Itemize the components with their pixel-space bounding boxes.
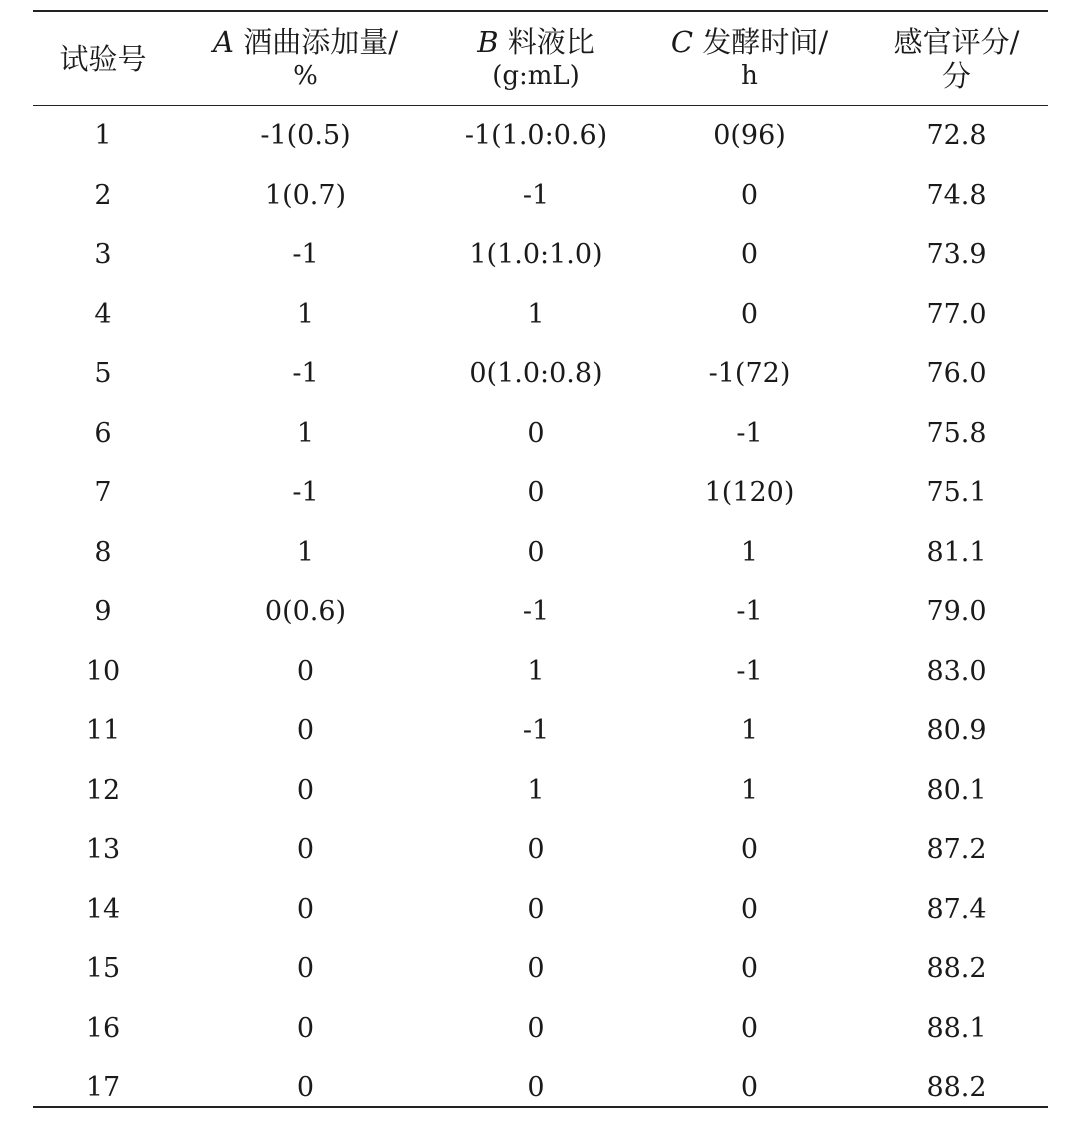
cell-score: 88.2 bbox=[926, 953, 987, 985]
table-body bbox=[33, 106, 1048, 1118]
table-row bbox=[33, 225, 1048, 285]
cell-trial-no: 5 bbox=[94, 358, 112, 390]
cell-time: 0(96) bbox=[713, 120, 786, 152]
header-sensory-score: 感官评分/ 分 bbox=[893, 24, 1020, 93]
table-row bbox=[33, 404, 1048, 464]
cell-yeast-amount: 1 bbox=[296, 417, 315, 449]
cell-trial-no: 16 bbox=[85, 1012, 121, 1044]
cell-yeast-amount: -1 bbox=[292, 239, 319, 271]
cell-trial-no: 17 bbox=[85, 1072, 121, 1104]
table-row bbox=[33, 463, 1048, 523]
experiment-table bbox=[33, 10, 1048, 1118]
table-row bbox=[33, 761, 1048, 821]
cell-trial-no: 11 bbox=[85, 715, 121, 747]
cell-ratio: 1 bbox=[527, 655, 545, 687]
cell-yeast-amount: 1 bbox=[296, 536, 315, 568]
cell-score: 88.1 bbox=[926, 1012, 987, 1044]
cell-time: 1 bbox=[740, 774, 759, 806]
cell-time: 0 bbox=[740, 179, 759, 211]
cell-trial-no: 6 bbox=[94, 417, 112, 449]
cell-score: 79.0 bbox=[926, 596, 987, 628]
cell-time: 1(120) bbox=[704, 477, 795, 509]
table-row bbox=[33, 820, 1048, 880]
cell-ratio: 1(1.0:1.0) bbox=[469, 239, 603, 271]
cell-yeast-amount: 1(0.7) bbox=[264, 179, 347, 211]
cell-trial-no: 13 bbox=[85, 834, 121, 866]
table-header bbox=[33, 12, 1048, 105]
cell-yeast-amount: 0 bbox=[296, 834, 315, 866]
cell-score: 76.0 bbox=[926, 358, 987, 390]
cell-time: -1(72) bbox=[708, 358, 791, 390]
table-row bbox=[33, 166, 1048, 226]
table-row bbox=[33, 582, 1048, 642]
table-row bbox=[33, 939, 1048, 999]
cell-yeast-amount: -1(0.5) bbox=[260, 120, 351, 152]
cell-time: -1 bbox=[736, 655, 763, 687]
cell-trial-no: 2 bbox=[94, 179, 112, 211]
header-yeast-amount: A 酒曲添加量/ % bbox=[213, 24, 398, 91]
cell-score: 80.1 bbox=[926, 774, 987, 806]
cell-score: 75.8 bbox=[926, 417, 987, 449]
table-row bbox=[33, 523, 1048, 583]
header-trial-no: 试验号 bbox=[59, 41, 147, 76]
cell-score: 80.9 bbox=[926, 715, 987, 747]
cell-yeast-amount: 0 bbox=[296, 1072, 315, 1104]
header-fermentation-time: C 发酵时间/ h bbox=[670, 24, 829, 91]
cell-ratio: 0 bbox=[527, 1012, 545, 1044]
cell-ratio: 1 bbox=[527, 298, 545, 330]
cell-score: 83.0 bbox=[926, 655, 987, 687]
cell-trial-no: 4 bbox=[94, 298, 112, 330]
cell-trial-no: 12 bbox=[85, 774, 121, 806]
cell-score: 81.1 bbox=[926, 536, 987, 568]
cell-ratio: -1(1.0:0.6) bbox=[464, 120, 608, 152]
cell-trial-no: 15 bbox=[85, 953, 121, 985]
header-solid-liquid-ratio: B 料液比 (g:mL) bbox=[477, 24, 595, 91]
cell-time: 1 bbox=[740, 536, 759, 568]
cell-score: 88.2 bbox=[926, 1072, 987, 1104]
cell-time: 0 bbox=[740, 239, 759, 271]
table-row bbox=[33, 999, 1048, 1059]
cell-ratio: -1 bbox=[522, 179, 550, 211]
cell-score: 74.8 bbox=[926, 179, 987, 211]
cell-trial-no: 10 bbox=[85, 655, 121, 687]
cell-yeast-amount: 0 bbox=[296, 953, 315, 985]
cell-time: 0 bbox=[740, 834, 759, 866]
bottom-rule bbox=[33, 1106, 1048, 1108]
cell-time: 0 bbox=[740, 1012, 759, 1044]
cell-yeast-amount: 0(0.6) bbox=[264, 596, 347, 628]
cell-ratio: 0 bbox=[527, 417, 545, 449]
cell-time: 0 bbox=[740, 298, 759, 330]
cell-time: -1 bbox=[736, 417, 763, 449]
cell-yeast-amount: 0 bbox=[296, 1012, 315, 1044]
table-row bbox=[33, 344, 1048, 404]
cell-time: 0 bbox=[740, 893, 759, 925]
cell-trial-no: 3 bbox=[94, 239, 112, 271]
cell-yeast-amount: 0 bbox=[296, 655, 315, 687]
cell-score: 75.1 bbox=[926, 477, 987, 509]
cell-trial-no: 9 bbox=[94, 596, 112, 628]
cell-time: 0 bbox=[740, 953, 759, 985]
cell-trial-no: 7 bbox=[94, 477, 112, 509]
cell-yeast-amount: 0 bbox=[296, 893, 315, 925]
cell-score: 87.2 bbox=[926, 834, 987, 866]
cell-ratio: 0 bbox=[527, 834, 545, 866]
cell-yeast-amount: -1 bbox=[292, 358, 319, 390]
cell-ratio: -1 bbox=[522, 715, 550, 747]
cell-ratio: 0 bbox=[527, 953, 545, 985]
cell-score: 73.9 bbox=[926, 239, 987, 271]
cell-yeast-amount: 1 bbox=[296, 298, 315, 330]
table-row bbox=[33, 1058, 1048, 1118]
cell-ratio: 0 bbox=[527, 893, 545, 925]
cell-time: -1 bbox=[736, 596, 763, 628]
cell-time: 0 bbox=[740, 1072, 759, 1104]
cell-ratio: 0 bbox=[527, 1072, 545, 1104]
cell-score: 87.4 bbox=[926, 893, 987, 925]
table-row bbox=[33, 285, 1048, 345]
cell-trial-no: 14 bbox=[85, 893, 121, 925]
cell-ratio: 0 bbox=[527, 536, 545, 568]
cell-score: 72.8 bbox=[926, 120, 987, 152]
cell-yeast-amount: 0 bbox=[296, 715, 315, 747]
table-row bbox=[33, 880, 1048, 940]
table-row bbox=[33, 642, 1048, 702]
cell-ratio: -1 bbox=[522, 596, 550, 628]
cell-score: 77.0 bbox=[926, 298, 987, 330]
cell-ratio: 0(1.0:0.8) bbox=[469, 358, 603, 390]
cell-yeast-amount: 0 bbox=[296, 774, 315, 806]
cell-ratio: 1 bbox=[527, 774, 545, 806]
cell-time: 1 bbox=[740, 715, 759, 747]
table-row bbox=[33, 106, 1048, 166]
table-row bbox=[33, 701, 1048, 761]
cell-yeast-amount: -1 bbox=[292, 477, 319, 509]
cell-ratio: 0 bbox=[527, 477, 545, 509]
cell-trial-no: 1 bbox=[94, 120, 112, 152]
cell-trial-no: 8 bbox=[94, 536, 112, 568]
